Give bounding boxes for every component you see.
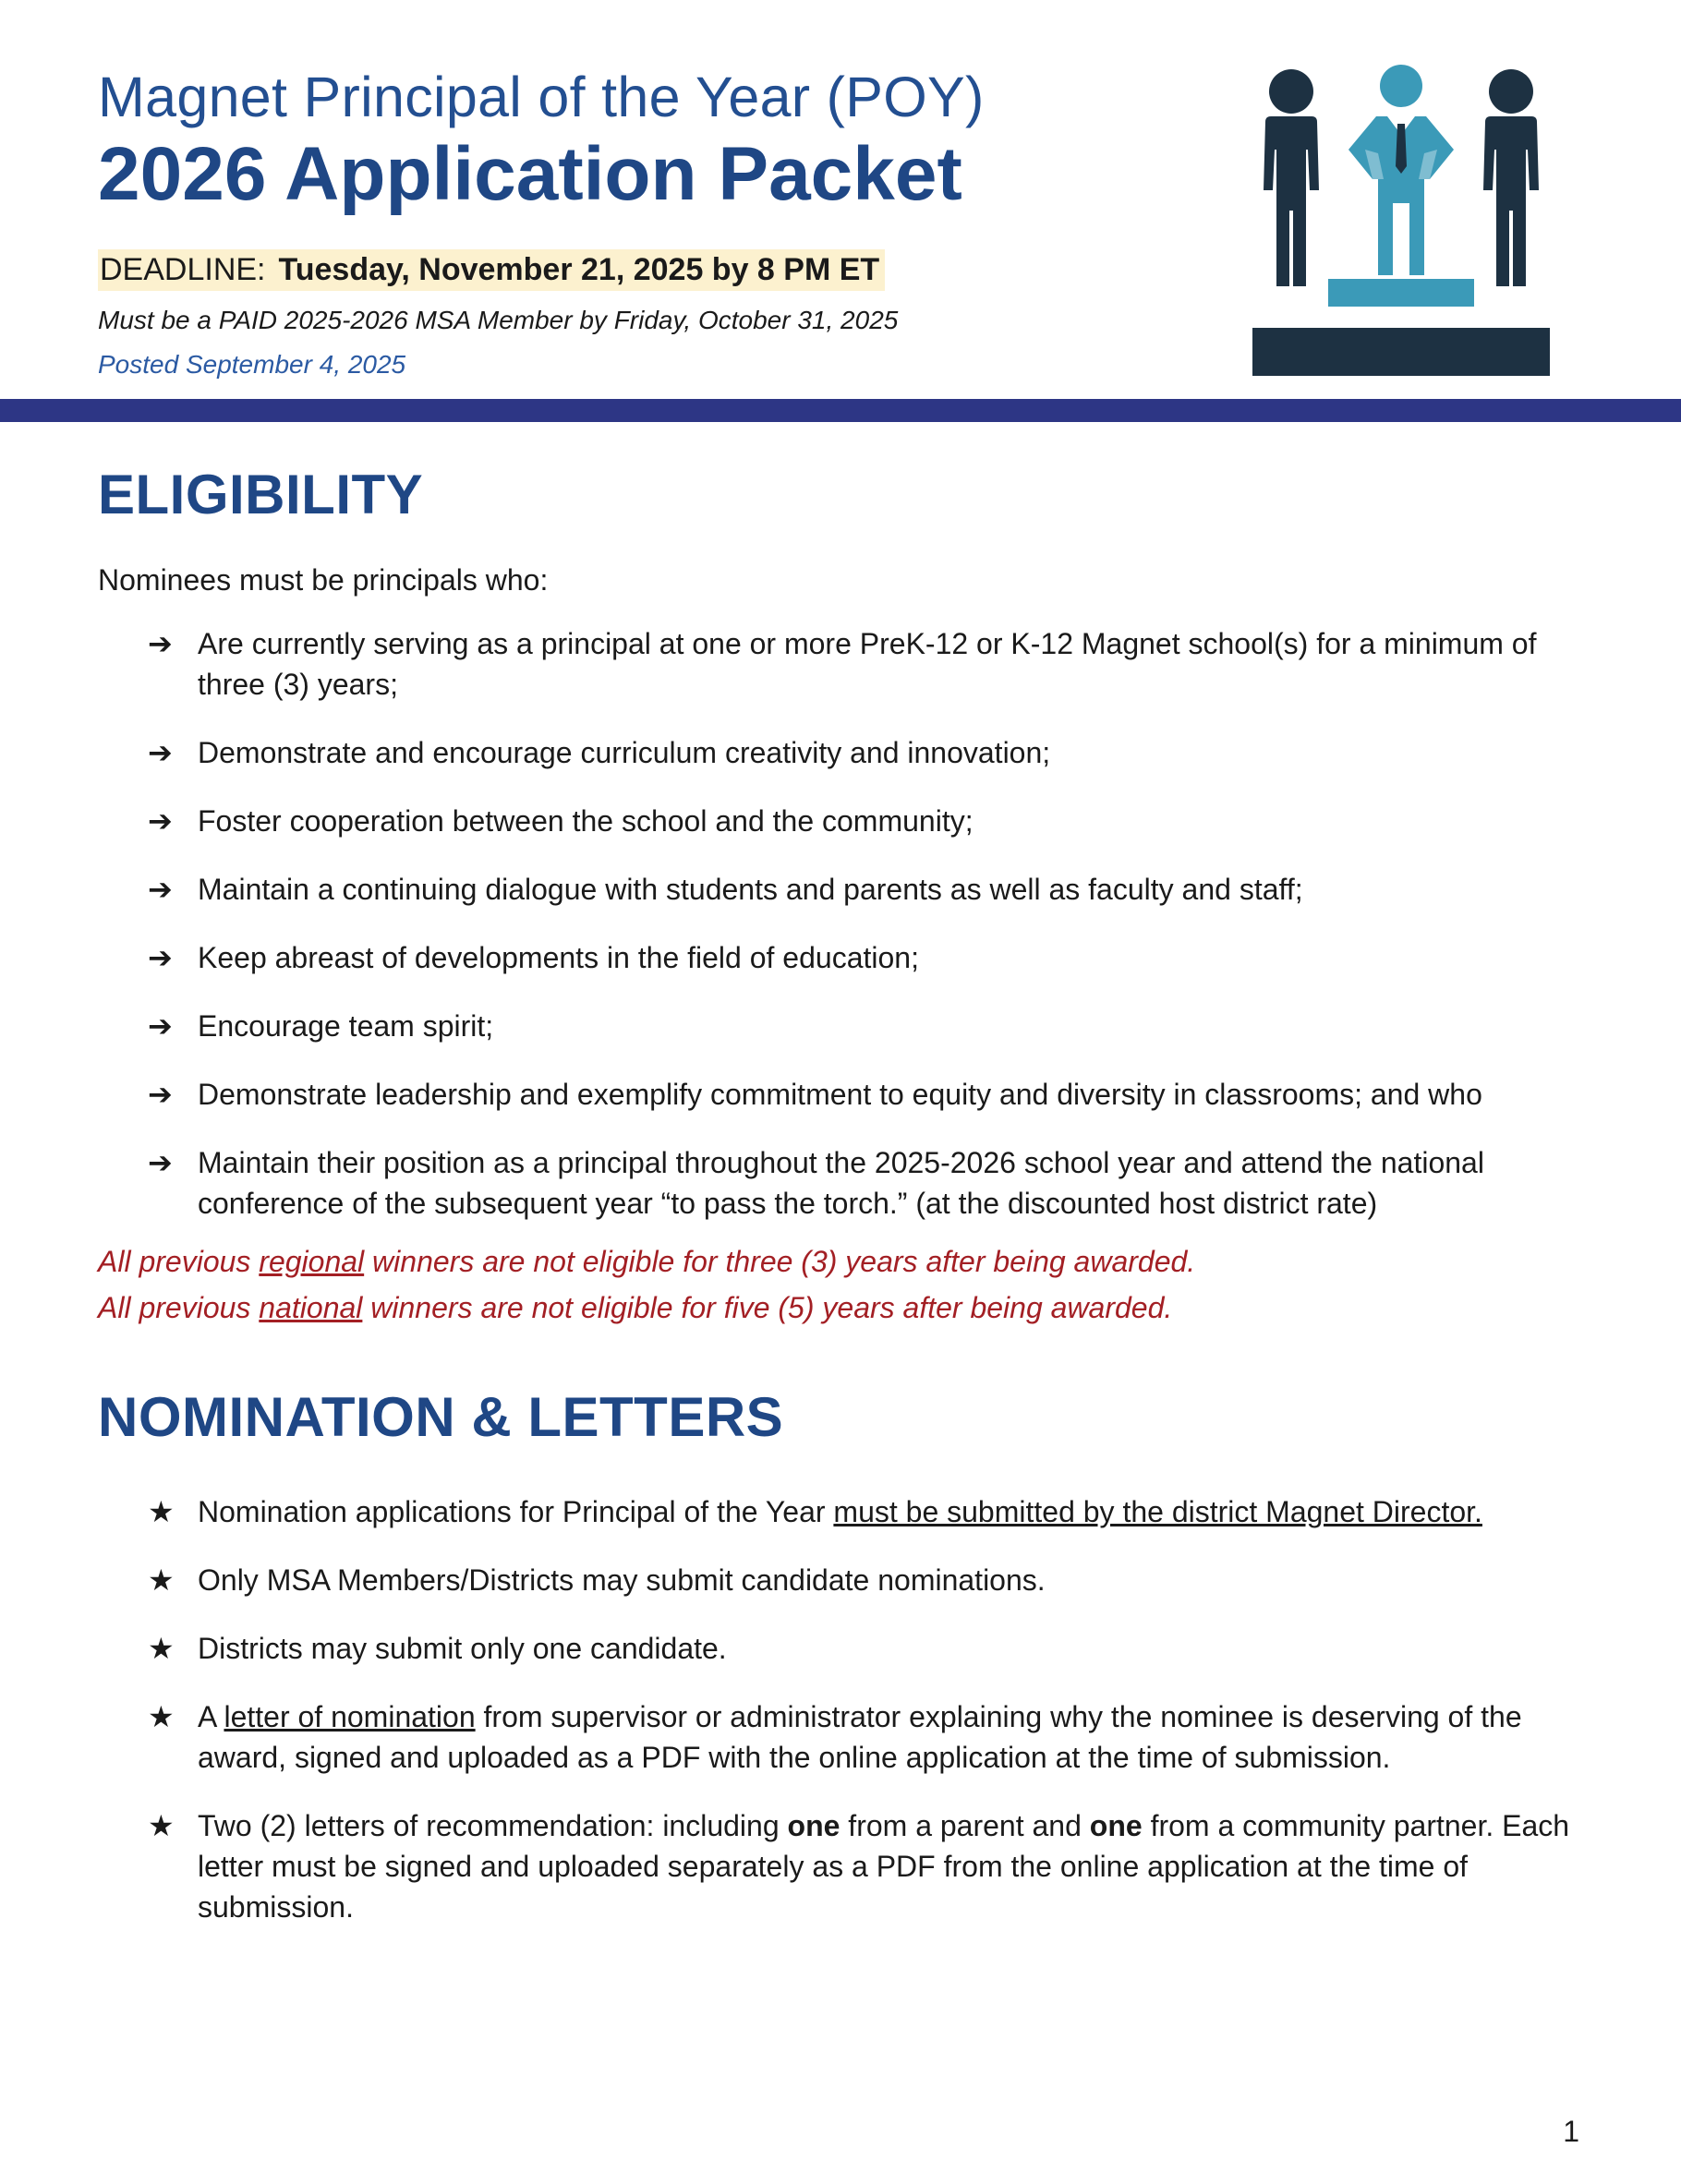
nomination-list [98,1491,1594,1927]
list-item: ★ Districts may submit only one candidate. [98,1628,1594,1669]
membership-note: Must be a PAID 2025-2026 MSA Member by Friday, October 31, 2025 [98,306,899,335]
list-item: ➔ Maintain a continuing dialogue with students and parents as well as faculty and staff; [98,869,1594,910]
arrow-bullet-icon: ➔ [148,873,173,906]
list-item: ★ A letter of nomination from supervisor or administrator explaining why the nominee is deserving of the award, signed and uploaded as a PDF with the online application at the time of submission. [98,1696,1594,1778]
list-item: ➔ Foster cooperation between the school and the community; [98,801,1594,841]
arrow-bullet-icon: ➔ [148,941,173,974]
deadline-highlight [98,249,885,291]
list-item: ★ Nomination applications for Principal of the Year must be submitted by the district Magnet Director. [98,1491,1594,1532]
arrow-bullet-icon: ➔ [148,627,173,660]
header-divider [0,399,1681,422]
arrow-bullet-icon: ➔ [148,1009,173,1043]
arrow-bullet-icon: ➔ [148,736,173,769]
star-bullet-icon: ★ [148,1809,175,1842]
deadline [98,249,1160,291]
podium-people-icon [1249,65,1554,379]
list-item: ★ Only MSA Members/Districts may submit candidate nominations. [98,1560,1594,1600]
eligibility-intro: Nominees must be principals who: [98,563,549,597]
eligibility-heading: ELIGIBILITY [98,464,424,525]
star-bullet-icon: ★ [148,1632,175,1665]
arrow-bullet-icon: ➔ [148,1146,173,1179]
star-bullet-icon: ★ [148,1700,175,1733]
deadline-label: DEADLINE: [100,252,266,288]
document-header [98,65,1160,380]
arrow-bullet-icon: ➔ [148,804,173,838]
nomination-heading: NOMINATION & LETTERS [98,1386,784,1448]
star-bullet-icon: ★ [148,1495,175,1528]
star-bullet-icon: ★ [148,1563,175,1597]
list-item: ➔ Maintain their position as a principal throughout the 2025-2026 school year and attend the national conference of the subsequent year “to pass the torch.” (at the discounted host district rate) [98,1142,1594,1224]
document-subtitle: Magnet Principal of the Year (POY) [98,66,985,128]
list-item: ★ Two (2) letters of recommendation: including one from a parent and one from a community partner. Each letter must be signed and uploaded separately as a PDF from the online application at the time of submission. [98,1805,1594,1927]
regional-winners-note: All previous regional winners are not eligible for three (3) years after being awarded. [98,1245,1196,1278]
list-item: ➔ Encourage team spirit; [98,1006,1594,1046]
eligibility-list [98,623,1594,1224]
list-item: ➔ Demonstrate leadership and exemplify commitment to equity and diversity in classrooms; and who [98,1074,1594,1115]
document-body [98,462,1594,1955]
list-item: ➔ Demonstrate and encourage curriculum creativity and innovation; [98,732,1594,773]
list-item: ➔ Are currently serving as a principal at one or more PreK-12 or K-12 Magnet school(s) for a minimum of three (3) years; [98,623,1594,705]
deadline-date: Tuesday, November 21, 2025 by 8 PM ET [278,252,880,288]
list-item: ➔ Keep abreast of developments in the field of education; [98,937,1594,978]
page-number: 1 [1563,2115,1579,2148]
document-title: 2026 Application Packet [98,132,962,217]
posted-date: Posted September 4, 2025 [98,350,406,380]
arrow-bullet-icon: ➔ [148,1078,173,1111]
national-winners-note: All previous national winners are not eligible for five (5) years after being awarded. [98,1291,1173,1324]
